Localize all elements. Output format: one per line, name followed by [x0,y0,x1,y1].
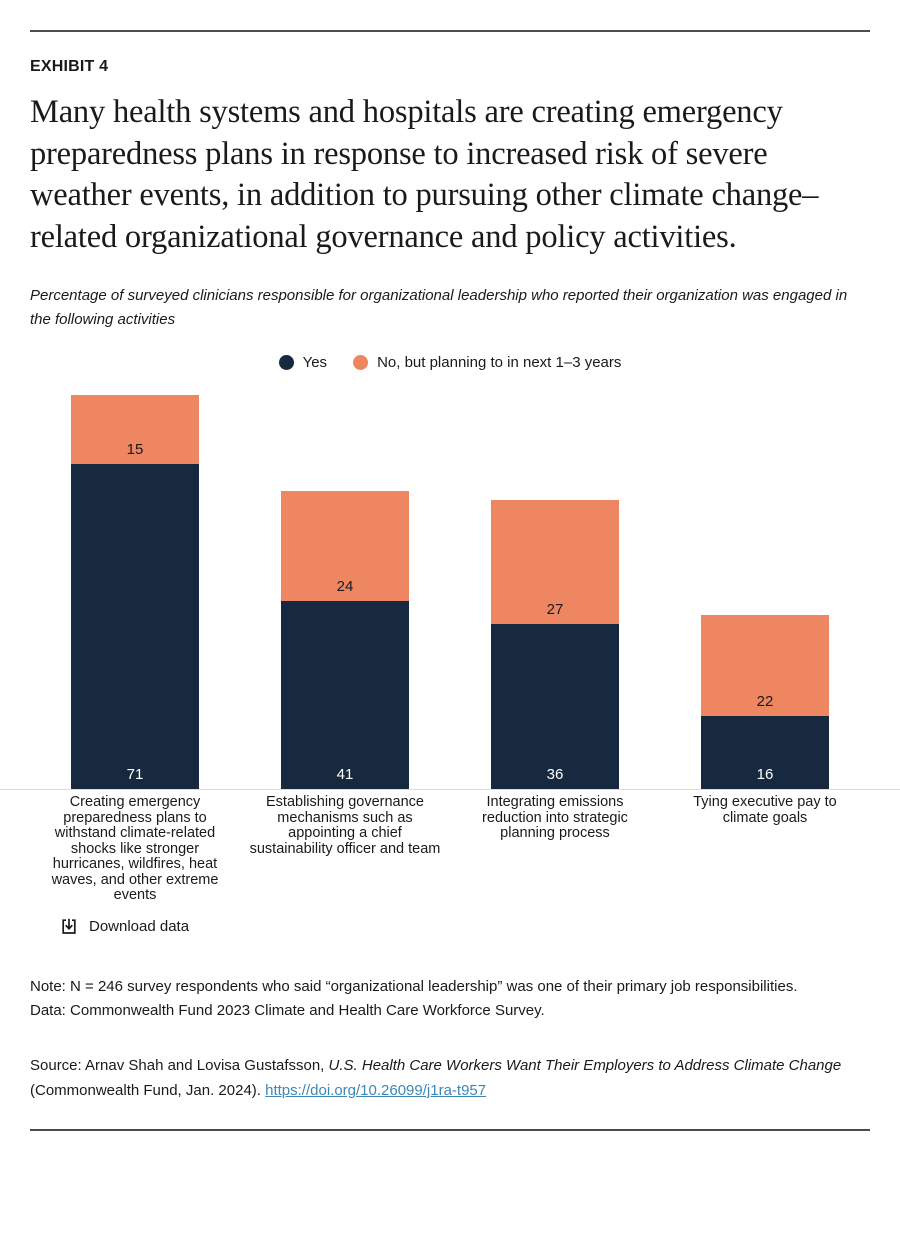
data-line: Data: Commonwealth Fund 2023 Climate and Health Care Workforce Survey. [30,1001,545,1019]
page-title: Many health systems and hospitals are creating emergency preparedness plans in response to increased risk of severe weather events, in addition to pursuing other climate change–related organizational governance and policy activities. [30,94,819,255]
bar-plot [30,395,870,789]
chart-legend [0,354,900,371]
category-label: Creating emergency preparedness plans to withstand climate-related shocks like stronger hurricanes, wildfires, heat waves, and other extreme events [51,794,219,904]
bar-segment-no [281,491,409,601]
source-block [30,1053,870,1103]
bar-segment-no [71,395,199,464]
bar-column [30,395,240,789]
legend-label-no: No, but planning to in next 1–3 years [377,354,622,372]
bar-segment-no [491,500,619,624]
category-label: Integrating emissions reduction into strategic planning process [482,794,628,842]
bar-value-label: 71 [126,766,144,784]
note-line: Note: N = 246 survey respondents who said “organizational leadership” was one of their primary job responsibilities. [30,977,798,995]
bar-stack [281,491,409,789]
download-data-link[interactable] [60,918,189,936]
bar-stack [701,615,829,789]
bar-segment-yes [71,464,199,789]
source-prefix: Source: Arnav Shah and Lovisa Gustafsson, [30,1056,329,1074]
bar-segment-no [701,615,829,716]
legend-item-no [353,354,621,371]
bar-segment-yes [281,601,409,789]
source-title: U.S. Health Care Workers Want Their Employers to Address Climate Change [328,1056,842,1074]
bar-segment-yes [491,624,619,789]
source-suffix: (Commonwealth Fund, Jan. 2024). [30,1081,266,1099]
bar-stack [71,395,199,789]
bar-segment-yes [701,716,829,789]
legend-item-yes [279,354,327,371]
category-label: Establishing governance mechanisms such as appointing a chief sustainability officer and team [249,794,441,857]
x-axis-baseline [0,789,900,790]
doi-link[interactable]: https://doi.org/10.26099/j1ra-t957 [265,1081,487,1099]
bottom-rule [30,1129,870,1131]
bar-value-label: 15 [126,441,144,459]
stacked-bar-chart [0,395,900,904]
legend-label-yes: Yes [302,354,328,372]
report-page [0,30,900,1251]
download-label: Download data [89,918,190,936]
chart-subtitle: Percentage of surveyed clinicians responsible for organizational leadership who reported their organization was engaged in the following activities [30,287,848,329]
bar-stack [491,500,619,789]
legend-swatch-yes-icon [279,355,294,370]
bar-column [450,500,660,789]
bar-value-label: 24 [336,578,354,596]
legend-swatch-no-icon [353,355,368,370]
exhibit-label: EXHIBIT 4 [30,58,109,75]
notes-block [30,975,870,1023]
bar-column [240,491,450,789]
bar-value-label: 16 [756,766,774,784]
category-label: Tying executive pay to climate goals [693,794,837,826]
download-icon [60,918,78,936]
bar-value-label: 27 [546,601,564,619]
bar-value-label: 41 [336,766,354,784]
bar-value-label: 22 [756,693,774,711]
bar-value-label: 36 [546,766,564,784]
bar-column [660,615,870,789]
top-rule [30,30,870,32]
category-labels [30,795,870,904]
